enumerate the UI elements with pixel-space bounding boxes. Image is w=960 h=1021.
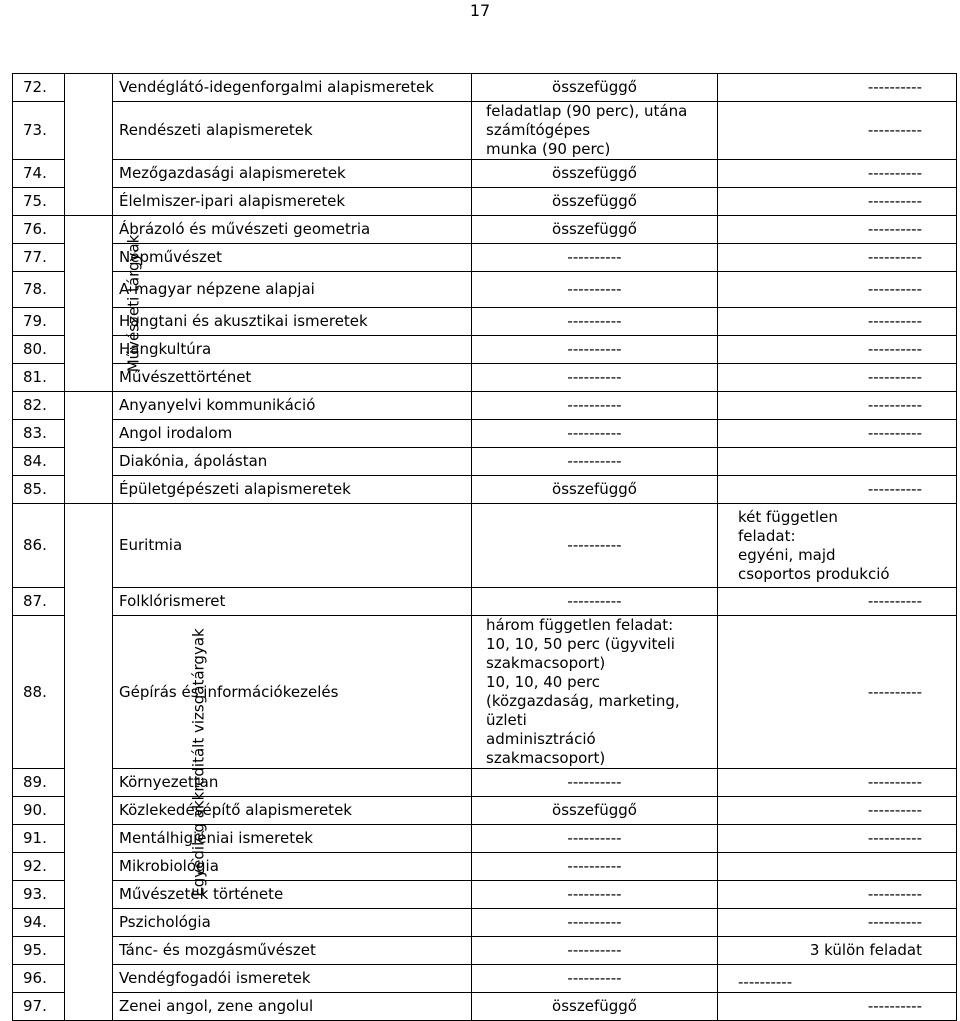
- subject-name: Vendégfogadói ismeretek: [113, 965, 472, 993]
- category-cell: [65, 216, 143, 392]
- row-number: 79.: [13, 308, 65, 336]
- subject-name: Hangtani és akusztikai ismeretek: [113, 308, 472, 336]
- table-row: [13, 420, 957, 448]
- practical-task: 3 külön feladat: [718, 937, 957, 965]
- exam-format: [472, 616, 718, 769]
- exam-format: ----------: [472, 392, 718, 420]
- category-label: Egyedileg akkreditált vizsgatárgyak: [189, 627, 208, 897]
- practical-task-line: egyéni, majd: [738, 545, 836, 564]
- category-label: Művészeti tárgyak: [124, 234, 143, 373]
- subject-name: A magyar népzene alapjai: [113, 272, 472, 308]
- practical-task: [718, 853, 957, 881]
- practical-task: ----------: [718, 364, 957, 392]
- row-number: 80.: [13, 336, 65, 364]
- subject-name: Épületgépészeti alapismeretek: [113, 476, 472, 504]
- row-number: 95.: [13, 937, 65, 965]
- practical-task: ----------: [718, 308, 957, 336]
- exam-format: összefüggő: [472, 797, 718, 825]
- subject-name: Mezőgazdasági alapismeretek: [113, 160, 472, 188]
- practical-task: ----------: [718, 336, 957, 364]
- exam-format: ----------: [472, 308, 718, 336]
- table-row: [13, 965, 957, 993]
- practical-task: ----------: [718, 965, 957, 993]
- practical-task: [718, 504, 957, 588]
- practical-task: ----------: [718, 392, 957, 420]
- subject-name: Környezettan: [113, 769, 472, 797]
- subject-name: Közlekedésépítő alapismeretek: [113, 797, 472, 825]
- practical-task: ----------: [718, 160, 957, 188]
- exam-format: ----------: [472, 909, 718, 937]
- table-row: [13, 448, 957, 476]
- practical-task: ----------: [718, 769, 957, 797]
- row-number: 84.: [13, 448, 65, 476]
- exam-subjects-table: [12, 73, 957, 1021]
- subject-name: Népművészet: [113, 244, 472, 272]
- row-number: 76.: [13, 216, 65, 244]
- practical-task: ----------: [718, 216, 957, 244]
- row-number: 96.: [13, 965, 65, 993]
- practical-task-line: feladat:: [738, 526, 796, 545]
- exam-format: ----------: [472, 420, 718, 448]
- subject-name: Hangkultúra: [113, 336, 472, 364]
- table-row: [13, 102, 957, 160]
- category-cell: [65, 74, 113, 216]
- table-row: [13, 216, 957, 244]
- row-number: 87.: [13, 588, 65, 616]
- practical-task: ----------: [718, 993, 957, 1021]
- exam-format: ----------: [472, 272, 718, 308]
- practical-task: ----------: [718, 102, 957, 160]
- row-number: 74.: [13, 160, 65, 188]
- exam-format-line: három független feladat:: [486, 616, 674, 634]
- subject-name: Tánc- és mozgásművészet: [113, 937, 472, 965]
- exam-format: ----------: [472, 965, 718, 993]
- exam-format: ----------: [472, 881, 718, 909]
- row-number: 91.: [13, 825, 65, 853]
- subject-name: Élelmiszer-ipari alapismeretek: [113, 188, 472, 216]
- practical-task: ----------: [718, 881, 957, 909]
- table-row: [13, 392, 957, 420]
- exam-format: összefüggő: [472, 216, 718, 244]
- table-row: [13, 616, 957, 769]
- row-number: 94.: [13, 909, 65, 937]
- category-cell: [65, 392, 113, 504]
- row-number: 90.: [13, 797, 65, 825]
- practical-task: ----------: [718, 825, 957, 853]
- practical-task: ----------: [718, 420, 957, 448]
- practical-task: ----------: [718, 74, 957, 102]
- exam-format-line: 10, 10, 40 perc: [486, 673, 600, 691]
- table-row: [13, 881, 957, 909]
- row-number: 73.: [13, 102, 65, 160]
- row-number: 75.: [13, 188, 65, 216]
- table-row: [13, 825, 957, 853]
- exam-format: összefüggő: [472, 188, 718, 216]
- table-row: [13, 797, 957, 825]
- row-number: 92.: [13, 853, 65, 881]
- subject-name: Euritmia: [113, 504, 472, 588]
- table-row: [13, 588, 957, 616]
- practical-task: ----------: [718, 244, 957, 272]
- exam-format-line: (közgazdaság, marketing, üzleti: [486, 692, 680, 729]
- practical-task-line: csoportos produkció: [738, 564, 890, 583]
- subject-name: Mentálhigiéniai ismeretek: [113, 825, 472, 853]
- practical-task: ----------: [718, 272, 957, 308]
- table-row: [13, 769, 957, 797]
- page-number: 17: [469, 1, 491, 20]
- row-number: 78.: [13, 272, 65, 308]
- table-row: [13, 244, 957, 272]
- row-number: 89.: [13, 769, 65, 797]
- subject-name: Folklórismeret: [113, 588, 472, 616]
- exam-format: ----------: [472, 336, 718, 364]
- practical-task: ----------: [718, 797, 957, 825]
- subject-name: Művészetek története: [113, 881, 472, 909]
- practical-task: ----------: [718, 188, 957, 216]
- table-row: [13, 188, 957, 216]
- subject-name: Pszichológia: [113, 909, 472, 937]
- table-row: [13, 993, 957, 1021]
- subject-name: Művészettörténet: [113, 364, 472, 392]
- subject-name: Angol irodalom: [113, 420, 472, 448]
- practical-task: ----------: [718, 909, 957, 937]
- table-row: [13, 336, 957, 364]
- exam-format: összefüggő: [472, 74, 718, 102]
- exam-format: ----------: [472, 588, 718, 616]
- exam-format-line: munka (90 perc): [486, 140, 611, 158]
- row-number: 85.: [13, 476, 65, 504]
- subject-name: Ábrázoló és művészeti geometria: [113, 216, 472, 244]
- subject-name: Rendészeti alapismeretek: [113, 102, 472, 160]
- table-row: [13, 853, 957, 881]
- exam-format: ----------: [472, 448, 718, 476]
- row-number: 88.: [13, 616, 65, 769]
- row-number: 97.: [13, 993, 65, 1021]
- exam-format: ----------: [472, 244, 718, 272]
- row-number: 86.: [13, 504, 65, 588]
- table-row: [13, 476, 957, 504]
- row-number: 82.: [13, 392, 65, 420]
- row-number: 77.: [13, 244, 65, 272]
- table-row: [13, 308, 957, 336]
- table-row: [13, 504, 957, 588]
- row-number: 93.: [13, 881, 65, 909]
- table-row: [13, 272, 957, 308]
- exam-format: ----------: [472, 825, 718, 853]
- exam-format: ----------: [472, 853, 718, 881]
- table-row: [13, 909, 957, 937]
- exam-format: ----------: [472, 364, 718, 392]
- subject-name: Diakónia, ápolástan: [113, 448, 472, 476]
- table-row: [13, 160, 957, 188]
- exam-format-line: adminisztráció szakmacsoport): [486, 730, 606, 767]
- practical-task: ----------: [718, 588, 957, 616]
- row-number: 72.: [13, 74, 65, 102]
- subject-name: Mikrobiológia: [113, 853, 472, 881]
- practical-task: [718, 448, 957, 476]
- practical-task-line: két független: [738, 507, 838, 526]
- exam-format: összefüggő: [472, 476, 718, 504]
- subject-name: Anyanyelvi kommunikáció: [113, 392, 472, 420]
- subject-name: Vendéglátó-idegenforgalmi alapismeretek: [113, 74, 472, 102]
- exam-format: [472, 102, 718, 160]
- subject-name: Gépírás és információkezelés: [113, 616, 472, 769]
- exam-format: ----------: [472, 504, 718, 588]
- exam-format: ----------: [472, 937, 718, 965]
- exam-format: összefüggő: [472, 160, 718, 188]
- table-row: [13, 937, 957, 965]
- subject-name: Zenei angol, zene angolul: [113, 993, 472, 1021]
- exam-format-line: feladatlap (90 perc), utána számítógépes: [486, 102, 688, 139]
- exam-format: ----------: [472, 769, 718, 797]
- practical-task: ----------: [718, 616, 957, 769]
- table-row: [13, 364, 957, 392]
- row-number: 83.: [13, 420, 65, 448]
- exam-format: összefüggő: [472, 993, 718, 1021]
- exam-format-line: 10, 10, 50 perc (ügyviteli szakmacsoport): [486, 635, 675, 672]
- row-number: 81.: [13, 364, 65, 392]
- practical-task: ----------: [718, 476, 957, 504]
- table-row: [13, 74, 957, 102]
